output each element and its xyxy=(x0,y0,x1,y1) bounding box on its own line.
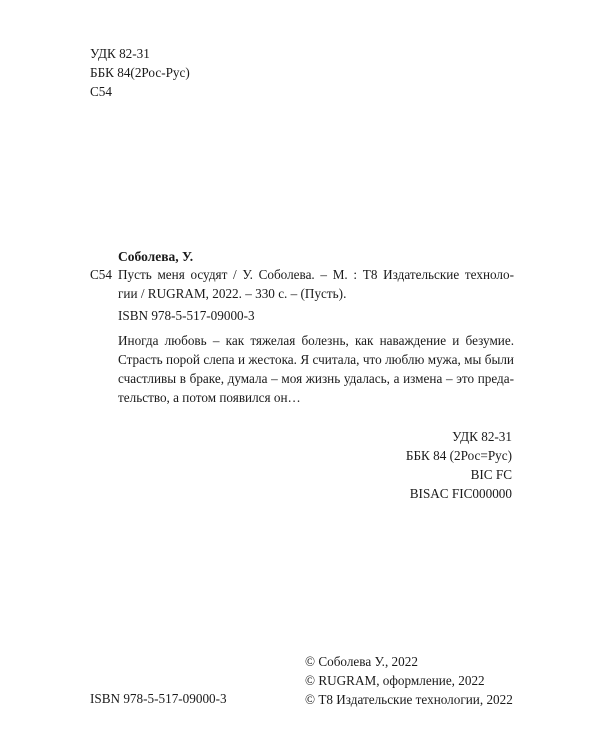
copyright-line: © Т8 Издательские технологии, 2022 xyxy=(305,692,513,707)
annotation-line: счастливы в браке, думала – моя жизнь удалась, а измена – это преда- xyxy=(118,371,514,386)
bibliographic-line: гии / RUGRAM, 2022. – 330 с. – (Пусть). xyxy=(118,286,347,301)
record-isbn: ISBN 978-5-517-09000-3 xyxy=(118,308,255,323)
bbk-code: ББК 84 (2Рос=Рус) xyxy=(405,448,512,463)
bisac-code: BISAC FIC000000 xyxy=(409,486,512,501)
annotation xyxy=(118,331,514,407)
bottom-isbn: ISBN 978-5-517-09000-3 xyxy=(90,691,227,706)
copyright-line: © RUGRAM, оформление, 2022 xyxy=(305,673,485,688)
classification-codes-right xyxy=(406,427,512,503)
annotation-line: Иногда любовь – как тяжелая болезнь, как наваждение и безумие. xyxy=(118,333,514,348)
bibliographic-description xyxy=(118,265,514,303)
bibliographic-line: Пусть меня осудят / У. Соболева. – М. : Т8 Издательские техноло- xyxy=(118,267,514,282)
annotation-line: Страсть порой слепа и жестока. Я считала, что люблю мужа, мы были xyxy=(118,352,514,367)
bic-code: BIC FC xyxy=(470,467,512,482)
udk-code: УДК 82-31 xyxy=(452,429,512,444)
cutter-code: С54 xyxy=(90,84,112,99)
author-heading: Соболева, У. xyxy=(118,249,194,264)
cutter-mark: С54 xyxy=(90,267,112,282)
udk-code: УДК 82-31 xyxy=(90,46,150,61)
classification-codes-top xyxy=(90,44,190,101)
bbk-code: ББК 84(2Рос-Рус) xyxy=(90,65,190,80)
copyright-block xyxy=(305,652,513,709)
copyright-line: © Соболева У., 2022 xyxy=(305,654,418,669)
annotation-line: тельство, а потом появился он… xyxy=(118,390,301,405)
